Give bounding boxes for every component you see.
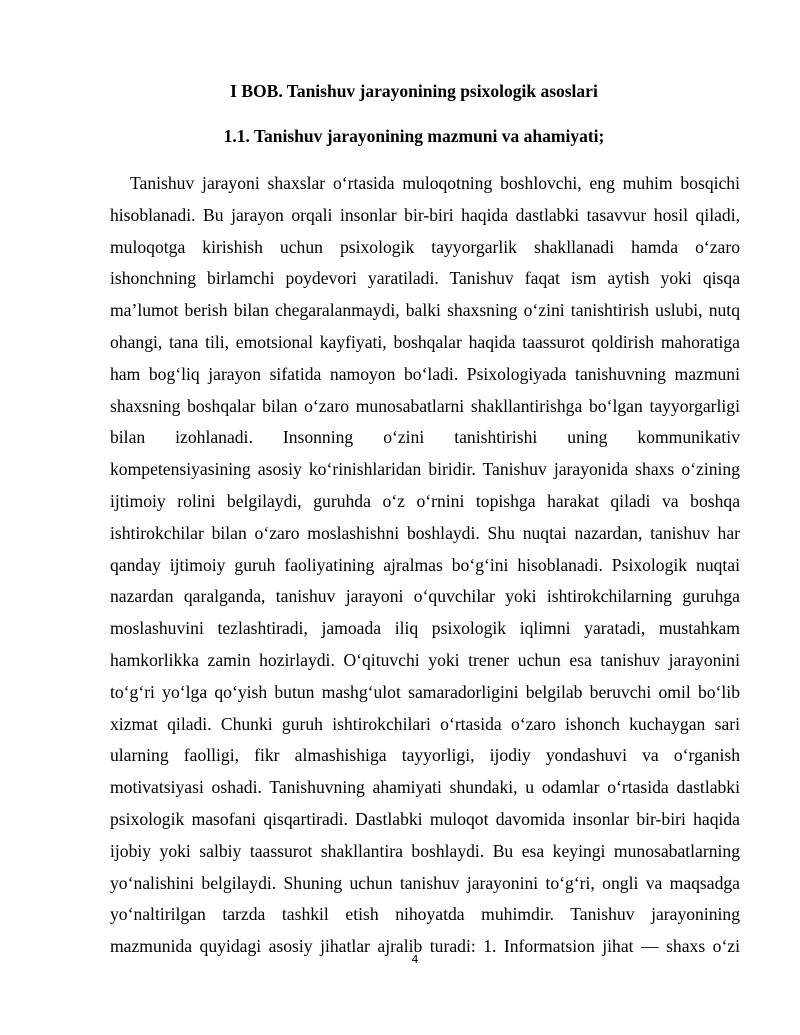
paragraph-line: qanday ijtimoiy guruh faoliyatining ajralmas bo‘g‘ini hisoblanadi. Psixologik nuqtai — [110, 554, 740, 575]
paragraph-line: ijtimoiy rolini belgilaydi, guruhda o‘z o‘rnini topishga harakat qiladi va boshqa — [110, 490, 740, 511]
paragraph-line: ma’lumot berish bilan chegaralanmaydi, balki shaxsning o‘zini tanishtirish uslubi, nutq — [110, 300, 740, 321]
paragraph-line: yo‘nalishini belgilaydi. Shuning uchun tanishuv jarayonini to‘g‘ri, ongli va maqsadga — [110, 872, 740, 893]
paragraph-line: moslashuvini tezlashtiradi, jamoada iliq psixologik iqlimni yaratadi, mustahkam — [110, 618, 740, 639]
paragraph-line: ijobiy yoki salbiy taassurot shakllantira boshlaydi. Bu esa keyingi munosabatlarning — [110, 840, 740, 861]
paragraph-line: xizmat qiladi. Chunki guruh ishtirokchilari o‘rtasida o‘zaro ishonch kuchaygan sari — [110, 713, 740, 734]
page-number: 4 — [411, 953, 419, 966]
paragraph-line: hamkorlikka zamin hozirlaydi. O‘qituvchi yoki trener uchun esa tanishuv jarayonini — [110, 649, 740, 670]
paragraph-line: Tanishuv jarayoni shaxslar o‘rtasida muloqotning boshlovchi, eng muhim bosqichi — [130, 173, 740, 193]
paragraph-line: psixologik masofani qisqartiradi. Dastlabki muloqot davomida insonlar bir-biri haqida — [110, 808, 740, 829]
paragraph-line: nazardan qaralganda, tanishuv jarayoni o‘quvchilar yoki ishtirokchilarning guruhga — [110, 586, 740, 607]
paragraph-line: hisoblanadi. Bu jarayon orqali insonlar bir-biri haqida dastlabki tasavvur hosil qiladi, — [110, 204, 740, 225]
paragraph-line: motivatsiyasi oshadi. Tanishuvning ahamiyati shundaki, u odamlar o‘rtasida dastlabki — [110, 777, 740, 798]
paragraph-line: bilan izohlanadi. Insonning o‘zini tanishtirishi uning kommunikativ — [110, 427, 740, 448]
paragraph-line: muloqotga kirishish uchun psixologik tayyorgarlik shakllanadi hamda o‘zaro — [110, 236, 740, 257]
body-paragraph — [110, 168, 740, 963]
paragraph-line: ishtirokchilar bilan o‘zaro moslashishni boshlaydi. Shu nuqtai nazardan, tanishuv har — [110, 522, 740, 543]
paragraph-line: kompetensiyasining asosiy ko‘rinishlaridan biridir. Tanishuv jarayonida shaxs o‘zining — [110, 459, 740, 480]
paragraph-line: ohangi, tana tili, emotsional kayfiyati, boshqalar haqida taassurot qoldirish mahoratiga — [110, 331, 740, 352]
paragraph-line: shaxsning boshqalar bilan o‘zaro munosabatlarni shakllantirishga bo‘lgan tayyorgarligi — [110, 395, 740, 416]
chapter-title: I BOB. Tanishuv jarayonining psixologik asoslari — [230, 81, 598, 101]
paragraph-line: ishonchning birlamchi poydevori yaratiladi. Tanishuv faqat ism aytish yoki qisqa — [110, 268, 740, 289]
paragraph-line: to‘g‘ri yo‘lga qo‘yish butun mashg‘ulot samaradorligini belgilab beruvchi omil bo‘lib — [110, 681, 740, 702]
section-title: 1.1. Tanishuv jarayonining mazmuni va ahamiyati; — [223, 126, 605, 146]
paragraph-line: mazmunida quyidagi asosiy jihatlar ajralib turadi: 1. Informatsion jihat — shaxs o‘zi — [110, 936, 740, 957]
paragraph-line: ham bog‘liq jarayon sifatida namoyon bo‘ladi. Psixologiyada tanishuvning mazmuni — [110, 363, 740, 384]
paragraph-line: yo‘naltirilgan tarzda tashkil etish nihoyatda muhimdir. Tanishuv jarayonining — [110, 904, 740, 925]
paragraph-line: ularning faolligi, fikr almashishiga tayyorligi, ijodiy yondashuvi va o‘rganish — [110, 745, 740, 766]
